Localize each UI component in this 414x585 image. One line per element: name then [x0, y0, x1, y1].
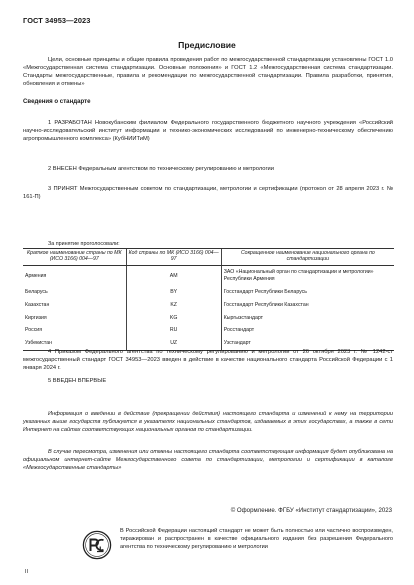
- cell-country: Беларусь: [25, 289, 48, 295]
- table-row: [23, 265, 394, 286]
- info-note-1: Информация о введении в действие (прекращении действия) настоящего стандарта и изменений к нему на территории указанных выше государств публикуется в указателях национальных стандартов, издаваемых в этих государствах, а также в сети Интернет на сайтах соответствующих национальных органов по стандартизации.: [23, 411, 393, 434]
- item-1: 1 РАЗРАБОТАН Новокубанским филиалом Федерального государственного бюджетного научного учреждения «Российский научно-исследовательский институт информации и технико-экономических исследований по инженерно-техническому обеспечению агропромышленного комплекса» (КубНИИТиМ): [23, 120, 393, 143]
- cell-body: Росстандарт: [221, 324, 394, 337]
- cell-country: Армения: [25, 272, 47, 279]
- cell-code: AM: [126, 265, 221, 286]
- info-heading: Сведения о стандарте: [23, 98, 91, 105]
- cell-body: Госстандарт Республики Беларусь: [221, 286, 394, 299]
- cell-body: ЗАО «Национальный орган по стандартизации и метрологии» Республики Армения: [221, 265, 394, 286]
- info-note-2: В случае пересмотра, изменения или отмены настоящего стандарта соответствующая информация будет опубликована на официальном интернет-сайте Межгосударственного совета по стандартизации, метрологии и сертификации в каталоге «Межгосударственные стандарты»: [23, 449, 393, 472]
- table-header-row: [23, 249, 394, 266]
- cell-body: Узстандарт: [221, 337, 394, 350]
- rf-copyright-notice: В Российской Федерации настоящий стандарт не может быть полностью или частично воспроизведен, тиражирован и распространен в качестве официального издания без разрешения Федерального агентства по техническому регулированию и метрологии: [120, 528, 393, 550]
- table-row: [23, 324, 394, 337]
- header-body: Сокращенное наименование национального органа по стандартизации: [221, 249, 394, 266]
- countries-table: [23, 248, 394, 351]
- cell-country: Россия: [25, 327, 43, 334]
- table-row: [23, 299, 394, 312]
- cell-country: Узбекистан: [23, 337, 126, 350]
- page-title: Предисловие: [178, 40, 236, 50]
- item-3: 3 ПРИНЯТ Межгосударственным советом по стандартизации, метрологии и сертификации (протокол от 28 апреля 2023 г. № 161-П): [23, 186, 393, 201]
- standard-code: ГОСТ 34953—2023: [23, 16, 91, 25]
- cell-code: KG: [126, 311, 221, 324]
- cell-body: Госстандарт Республики Казахстан: [221, 299, 394, 312]
- table-caption: За принятие проголосовали:: [48, 241, 120, 247]
- copyright-line: © Оформление. ФГБУ «Институт стандартизации», 2023: [230, 507, 392, 514]
- page-number: II: [25, 569, 28, 575]
- table-row: [23, 311, 394, 324]
- cell-country: Казахстан: [25, 301, 50, 308]
- cell-country: Киргизия: [25, 314, 47, 321]
- intro-paragraph: Цели, основные принципы и общие правила проведения работ по межгосударственной стандартизации установлены ГОСТ 1.0 «Межгосударственная система стандартизации. Основные положения» и ГОСТ 1.2 «Межгосударственная система стандартизации. Стандарты межгосударственные, правила и рекомендации по межгосударственной стандартизации. Правила разработки, принятия, обновления и отмены»: [23, 57, 393, 88]
- cell-code: UZ: [126, 337, 221, 350]
- cell-code: BY: [126, 286, 221, 299]
- item-2: 2 ВНЕСЕН Федеральным агентством по техническому регулированию и метрологии: [48, 166, 274, 172]
- table-row: [23, 286, 394, 299]
- item-5: 5 ВВЕДЕН ВПЕРВЫЕ: [48, 378, 107, 384]
- cell-body: Кыргызстандарт: [221, 311, 394, 324]
- header-country: Краткое наименование страны по МК (ИСО 3166) 004—97: [23, 249, 126, 266]
- pct-logo-icon: [82, 530, 112, 560]
- header-code: Код страны по МК (ИСО 3166) 004—97: [126, 249, 221, 266]
- cell-code: RU: [126, 324, 221, 337]
- item-4: 4 Приказом Федерального агентства по техническому регулированию и метрологии от 26 октября 2023 г. № 1242-ст межгосударственный стандарт ГОСТ 34953—2023 введен в действие в качестве национального стандарта Российской Федерации с 1 января 2024 г.: [23, 349, 393, 372]
- cell-code: KZ: [126, 299, 221, 312]
